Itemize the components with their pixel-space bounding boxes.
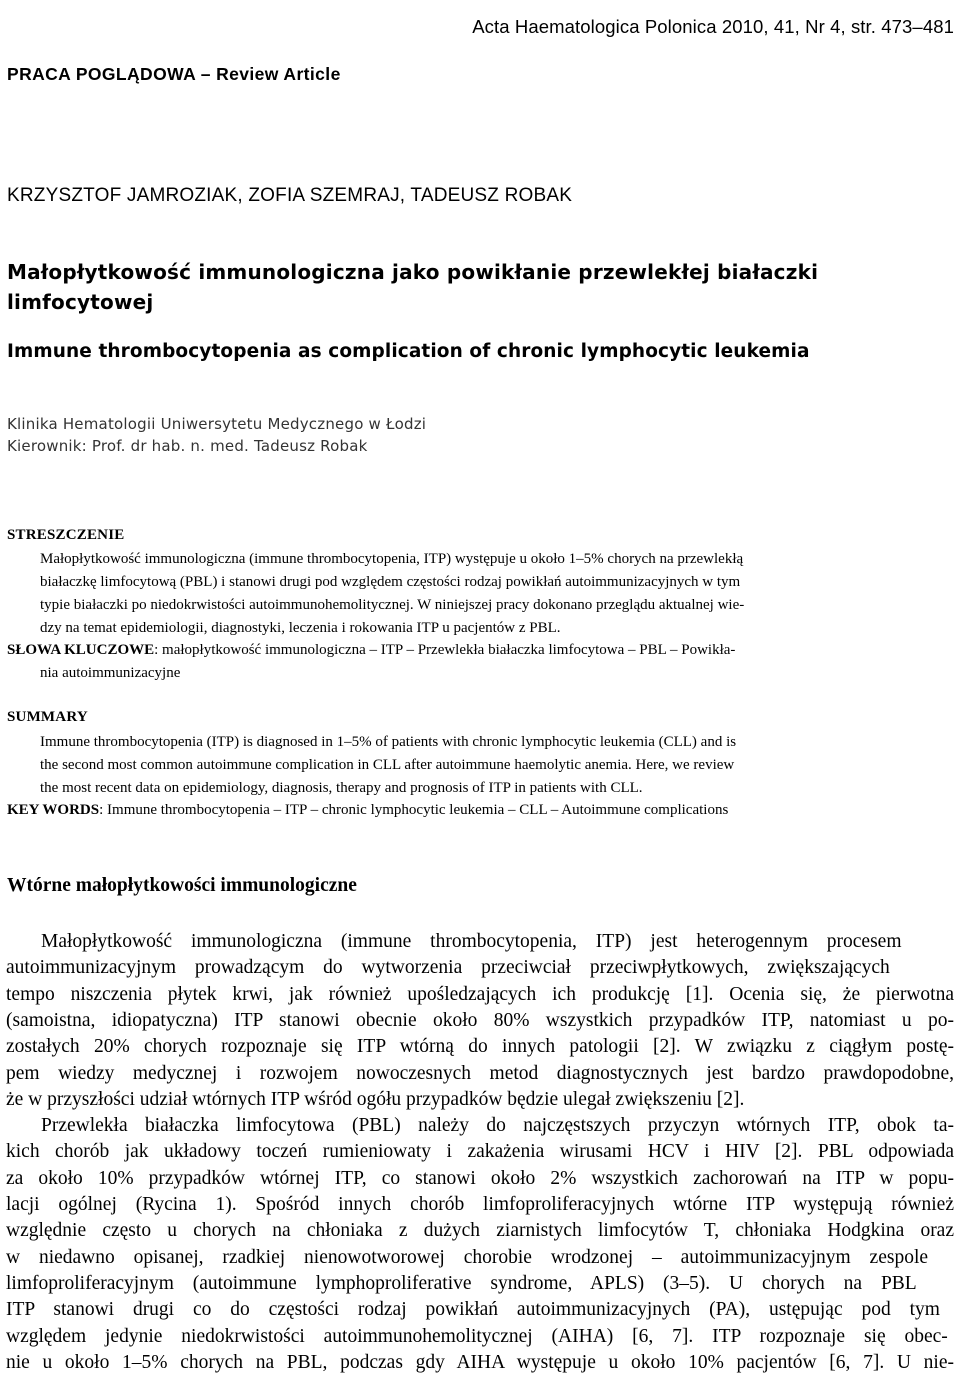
keywords-pl — [7, 639, 735, 661]
body-line: autoimmunizacyjnym prowadzącym do wytworzenia przeciwciał przeciwpłytkowych, zwiększających — [6, 957, 890, 979]
title-polish-line-2: limfocytowej — [7, 290, 154, 314]
keywords-pl-continuation: nia autoimmunizacyjne — [40, 665, 181, 681]
streszczenie-line: białaczkę limfocytową (PBL) i stanowi drugi pod względem częstości rodzaj powikłań autoimmunizacyjnych w tym — [40, 574, 741, 590]
summary-line: the most recent data on epidemiology, diagnosis, therapy and prognosis of ITP in patients with CLL. — [40, 780, 643, 796]
streszczenie-heading: STRESZCZENIE — [7, 527, 125, 543]
keywords-en — [7, 799, 728, 821]
streszczenie-line: Małopłytkowość immunologiczna (immune thrombocytopenia, ITP) występuje u około 1–5% chorych na przewlekłą — [40, 551, 744, 567]
summary-line: Immune thrombocytopenia (ITP) is diagnosed in 1–5% of patients with chronic lymphocytic leukemia (CLL) and is — [40, 734, 737, 750]
body-line: w niedawno opisanej, rzadkiej nienowotworowej chorobie wrodzonej – autoimmunizacyjnym zespole — [6, 1246, 929, 1268]
keywords-pl-text: : małopłytkowość immunologiczna – ITP – Przewlekła białaczka limfocytowa – PBL – Powikła- — [154, 642, 736, 658]
summary-heading: SUMMARY — [7, 709, 88, 725]
section-heading: Wtórne małopłytkowości immunologiczne — [7, 875, 357, 896]
article-type: PRACA POGLĄDOWA – Review Article — [7, 64, 341, 84]
body-line: że w przyszłości udział wtórnych ITP wśród ogółu przypadków będzie ulegał zwiększeniu [2]. — [6, 1088, 745, 1110]
title-english: Immune thrombocytopenia as complication of chronic lymphocytic leukemia — [7, 341, 810, 362]
summary-line: the second most common autoimmune complication in CLL after autoimmune haemolytic anemia. Here, we review — [40, 757, 735, 773]
journal-citation: Acta Haematologica Polonica 2010, 41, Nr 4, str. 473–481 — [472, 16, 954, 37]
body-line: ITP stanowi drugi co do częstości rodzaj powikłań autoimmunizacyjnych (PA), ustępując pod tym — [6, 1299, 940, 1321]
authors: KRZYSZTOF JAMROZIAK, ZOFIA SZEMRAJ, TADEUSZ ROBAK — [7, 185, 573, 206]
body-line: względnie często u chorych na chłoniaka z dużych ziarnistych limfocytów T, chłoniaka Hodgkina oraz — [6, 1220, 954, 1242]
body-line: tempo niszczenia płytek krwi, jak również upośledzających ich produkcję [1]. Ocenia się, że pierwotna — [6, 983, 954, 1005]
title-polish-line-1: Małopłytkowość immunologiczna jako powikłanie przewlekłej białaczki — [7, 260, 819, 284]
body-line: względem jedynie niedokrwistości autoimmunohemolitycznej (AIHA) [6, 7]. ITP rozpoznaje się obec- — [6, 1325, 948, 1347]
body-line: (samoistna, idiopatyczna) ITP stanowi obecnie około 80% wszystkich przypadków ITP, natomiast u po- — [6, 1009, 954, 1031]
body-line: kich chorób jak układowy toczeń rumieniowaty i zakażenia wirusami HCV i HIV [2]. PBL odpowiada — [6, 1141, 954, 1163]
body-line: za około 10% przypadków wtórnej ITP, co stanowi około 2% wszystkich zachorowań na ITP w popu- — [6, 1167, 954, 1189]
streszczenie-line: typie białaczki po niedokrwistości autoimmunohemolitycznej. W niniejszej pracy dokonano przeglądu aktualnej wie- — [40, 597, 745, 613]
streszczenie-line: dzy na temat epidemiologii, diagnostyki, leczenia i rokowania ITP u pacjentów z PBL. — [40, 620, 561, 636]
head-of-clinic: Kierownik: Prof. dr hab. n. med. Tadeusz Robak — [7, 437, 368, 455]
body-line: zostałych 20% chorych rozpoznaje się ITP wtórną do innych patologii [2]. W związku z ciągłym postę- — [6, 1036, 954, 1058]
keywords-en-text: : Immune thrombocytopenia – ITP – chronic lymphocytic leukemia – CLL – Autoimmune complications — [99, 802, 729, 818]
body-line: limfoproliferacyjnym (autoimmune lymphoproliferative syndrome, APLS) (3–5). U chorych na PBL — [6, 1272, 917, 1294]
keywords-pl-label: SŁOWA KLUCZOWE — [7, 642, 155, 658]
body-line: Przewlekła białaczka limfocytowa (PBL) należy do najczęstszych przyczyn wtórnych ITP, obok ta- — [41, 1115, 954, 1137]
keywords-en-label: KEY WORDS — [7, 802, 100, 818]
body-line: lacji ogólnej (Rycina 1). Spośród innych chorób limfoproliferacyjnych wtórne ITP występują również — [6, 1194, 954, 1215]
body-line: nie u około 1–5% chorych na PBL, podczas gdy AIHA występuje u około 10% pacjentów [6, 7]. U nie- — [6, 1351, 954, 1373]
body-line: Małopłytkowość immunologiczna (immune thrombocytopenia, ITP) jest heterogennym procesem — [41, 931, 902, 952]
affiliation: Klinika Hematologii Uniwersytetu Medycznego w Łodzi — [7, 415, 427, 433]
body-line: pem wiedzy medycznej i rozwojem nowoczesnych metod diagnostycznych jest bardzo prawdopodobne, — [6, 1062, 954, 1084]
